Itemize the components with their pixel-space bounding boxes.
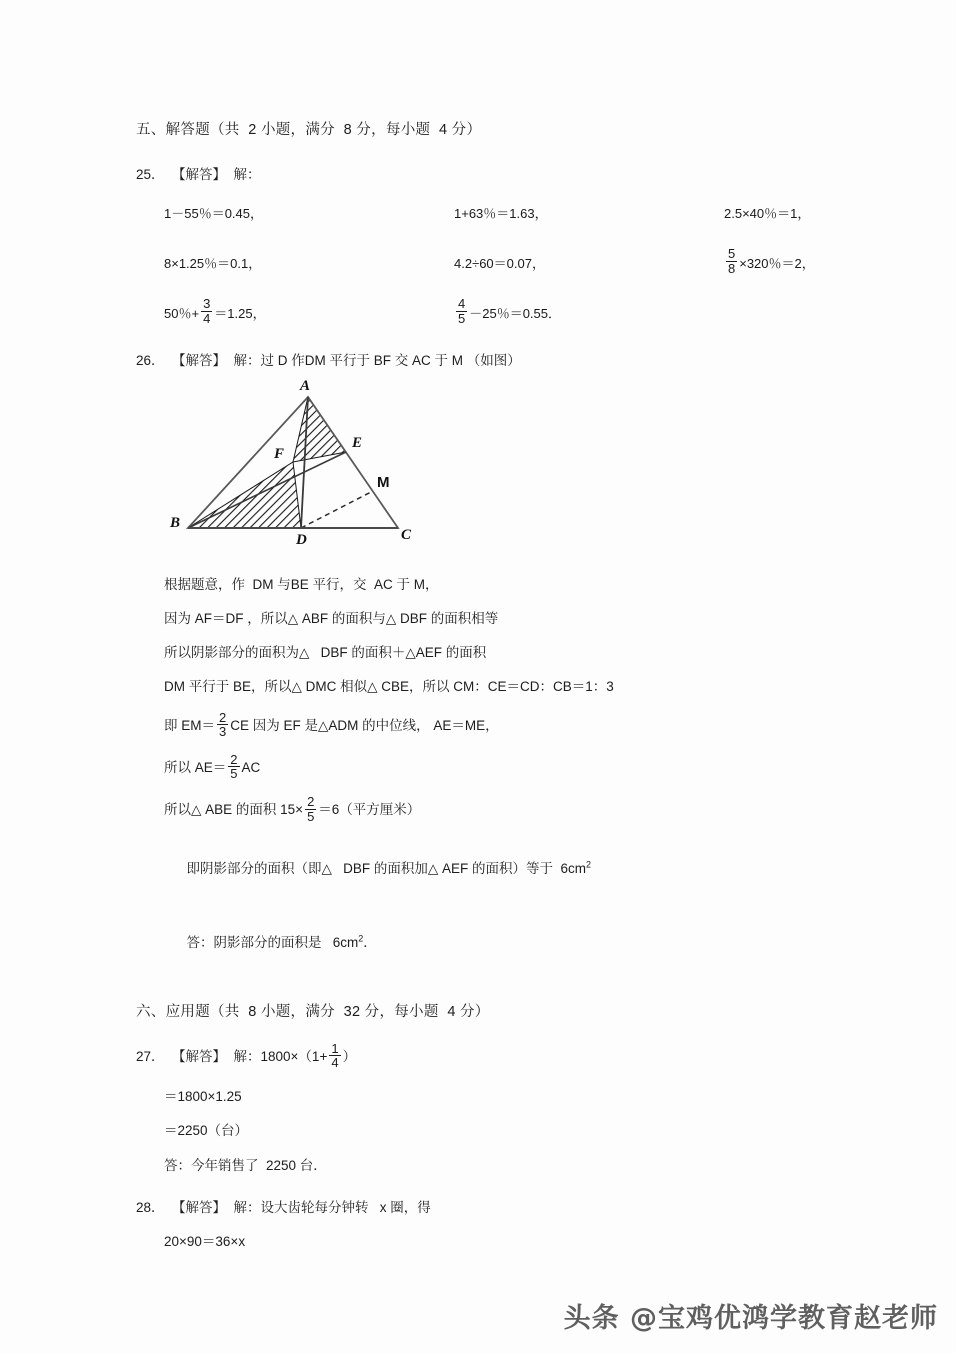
line-prefix: 所以△ ABE 的面积 15× [164,802,304,818]
line-prefix: 答：阴影部分的面积是 6cm [186,935,359,951]
equation-row-2-col-3 [724,245,836,279]
shaded-triangle-bdf [188,462,301,528]
fraction-numerator: 2 [230,751,238,767]
equation-text: －25％＝0.55 [469,305,548,321]
equation-tail: ， [797,205,811,221]
fraction-numerator: 2 [307,794,315,810]
problem-26-line-5 [136,709,836,740]
fraction-denominator: 3 [219,724,227,740]
equation-tail: ， [248,255,262,271]
segment-dm-dashed [301,492,371,528]
line-suffix: CE 因为 EF 是△ADM 的中位线， AE＝ME， [230,717,499,733]
equation-row-1-col-3 [724,195,836,229]
section-heading-six: 六、应用题（共 8 小题，满分 32 分，每小题 4 分） [136,1003,490,1020]
figure-label-m: M [377,473,390,491]
problem-26-header: 26． 【解答】 解：过 D 作DM 平行于 BF 交 AC 于 M （如图） [136,353,521,369]
line-suffix: ． [363,935,377,951]
line-prefix: 即 EM＝ [164,717,216,733]
equation-text: 4.2÷60＝0.07 [454,255,532,271]
equation-row-3-col-1 [164,295,454,329]
equation-tail: ， [250,205,264,221]
fraction [726,247,737,275]
problem-27-line-1: ＝1800×1.25 [164,1089,242,1105]
fraction-denominator: 8 [728,260,736,276]
figure-label-c: C [401,526,412,543]
equation-text: ＝1.25 [214,305,253,321]
line-suffix: ＝6（平方厘米） [318,802,421,818]
equation-tail: ． [548,305,562,321]
problem-26-line-7 [136,796,836,824]
equation-text: 2.5×40％＝1 [724,205,798,221]
equation-tail: ， [531,255,545,271]
problem-25-header: 25． 【解答】 解： [136,167,261,182]
line-prefix: 所以 AE＝ [164,759,227,775]
problem-26-line-6 [136,751,836,782]
superscript-exponent: 2 [586,859,592,870]
equation-text: 1－55％＝0.45 [164,205,250,221]
fraction-numerator: 1 [331,1040,339,1056]
equation-text: 8×1.25％＝0.1 [164,255,249,271]
problem-26-line-9 [136,913,836,974]
problem-25-equations [136,195,836,329]
line-prefix: 27． 【解答】 解：1800×（1+ [136,1048,328,1064]
fraction-denominator: 5 [307,808,315,824]
problem-26-line-1: 根据题意，作 DM 与BE 平行，交 AC 于 M， [164,576,439,592]
line-prefix: 即阴影部分的面积（即△ DBF 的面积加△ AEF 的面积）等于 6cm [186,860,587,876]
figure-label-d: D [296,531,307,548]
problem-28-header: 28． 【解答】 解：设大齿轮每分钟转 x 圈，得 [136,1199,431,1215]
triangle-diagram-svg [166,382,436,557]
equation-tail: ， [534,205,548,221]
equation-tail: ， [252,305,266,321]
line-suffix: ） [342,1048,357,1064]
figure-label-b: B [170,514,181,531]
fraction-denominator: 4 [331,1055,339,1071]
equation-prefix: 50％+ [164,305,200,321]
problem-26-line-3: 所以阴影部分的面积为△ DBF 的面积＋△AEF 的面积 [164,645,487,660]
fraction-numerator: 3 [203,296,211,312]
fraction [329,1042,340,1070]
document-content [136,118,836,1262]
equation-tail: ， [801,255,815,271]
equation-row-1-col-2 [454,195,724,229]
problem-27-header [136,1040,836,1071]
fraction [305,795,316,823]
problem-26-line-8 [136,838,836,899]
equation-row-3-col-2 [454,295,724,329]
fraction-numerator: 4 [458,296,466,312]
fraction-numerator: 5 [728,246,736,262]
line-suffix: AC [241,759,261,775]
watermark-text: 头条 @宝鸡优鸿学教育赵老师 [563,1303,938,1334]
fraction [217,711,228,739]
figure-label-a: A [300,377,311,394]
figure-label-f: F [274,445,285,462]
problem-26-figure [166,377,436,557]
problem-26-line-4: DM 平行于 BE，所以△ DMC 相似△ CBE，所以 CM：CE＝CD：CB＝1：3 [164,679,614,695]
fraction [456,297,467,325]
fraction-denominator: 5 [230,766,238,782]
fraction [228,753,239,781]
equation-row-1-col-1 [164,195,454,229]
equation-row-2-col-2 [454,245,724,279]
shaded-triangle-aef [293,397,346,462]
equation-row-2-col-1 [164,245,454,279]
problem-28-line-1: 20×90＝36×x [164,1234,246,1250]
superscript-exponent: 2 [358,933,364,944]
problem-27-line-3: 答：今年销售了 2250 台． [164,1157,327,1173]
equation-text: ×320％＝2 [739,255,802,271]
section-heading-five: 五、解答题（共 2 小题，满分 8 分，每小题 4 分） [136,122,482,138]
equation-text: 1+63％＝1.63 [454,205,535,221]
problem-27-line-2: ＝2250（台） [164,1123,249,1139]
fraction [201,297,212,325]
fraction-denominator: 4 [203,310,211,326]
fraction-denominator: 5 [458,310,466,326]
equation-row-3-col-3 [724,295,836,329]
problem-26-line-2: 因为 AF＝DF ，所以△ ABF 的面积与△ DBF 的面积相等 [164,610,499,626]
figure-label-e: E [352,434,363,451]
fraction-numerator: 2 [219,709,227,725]
